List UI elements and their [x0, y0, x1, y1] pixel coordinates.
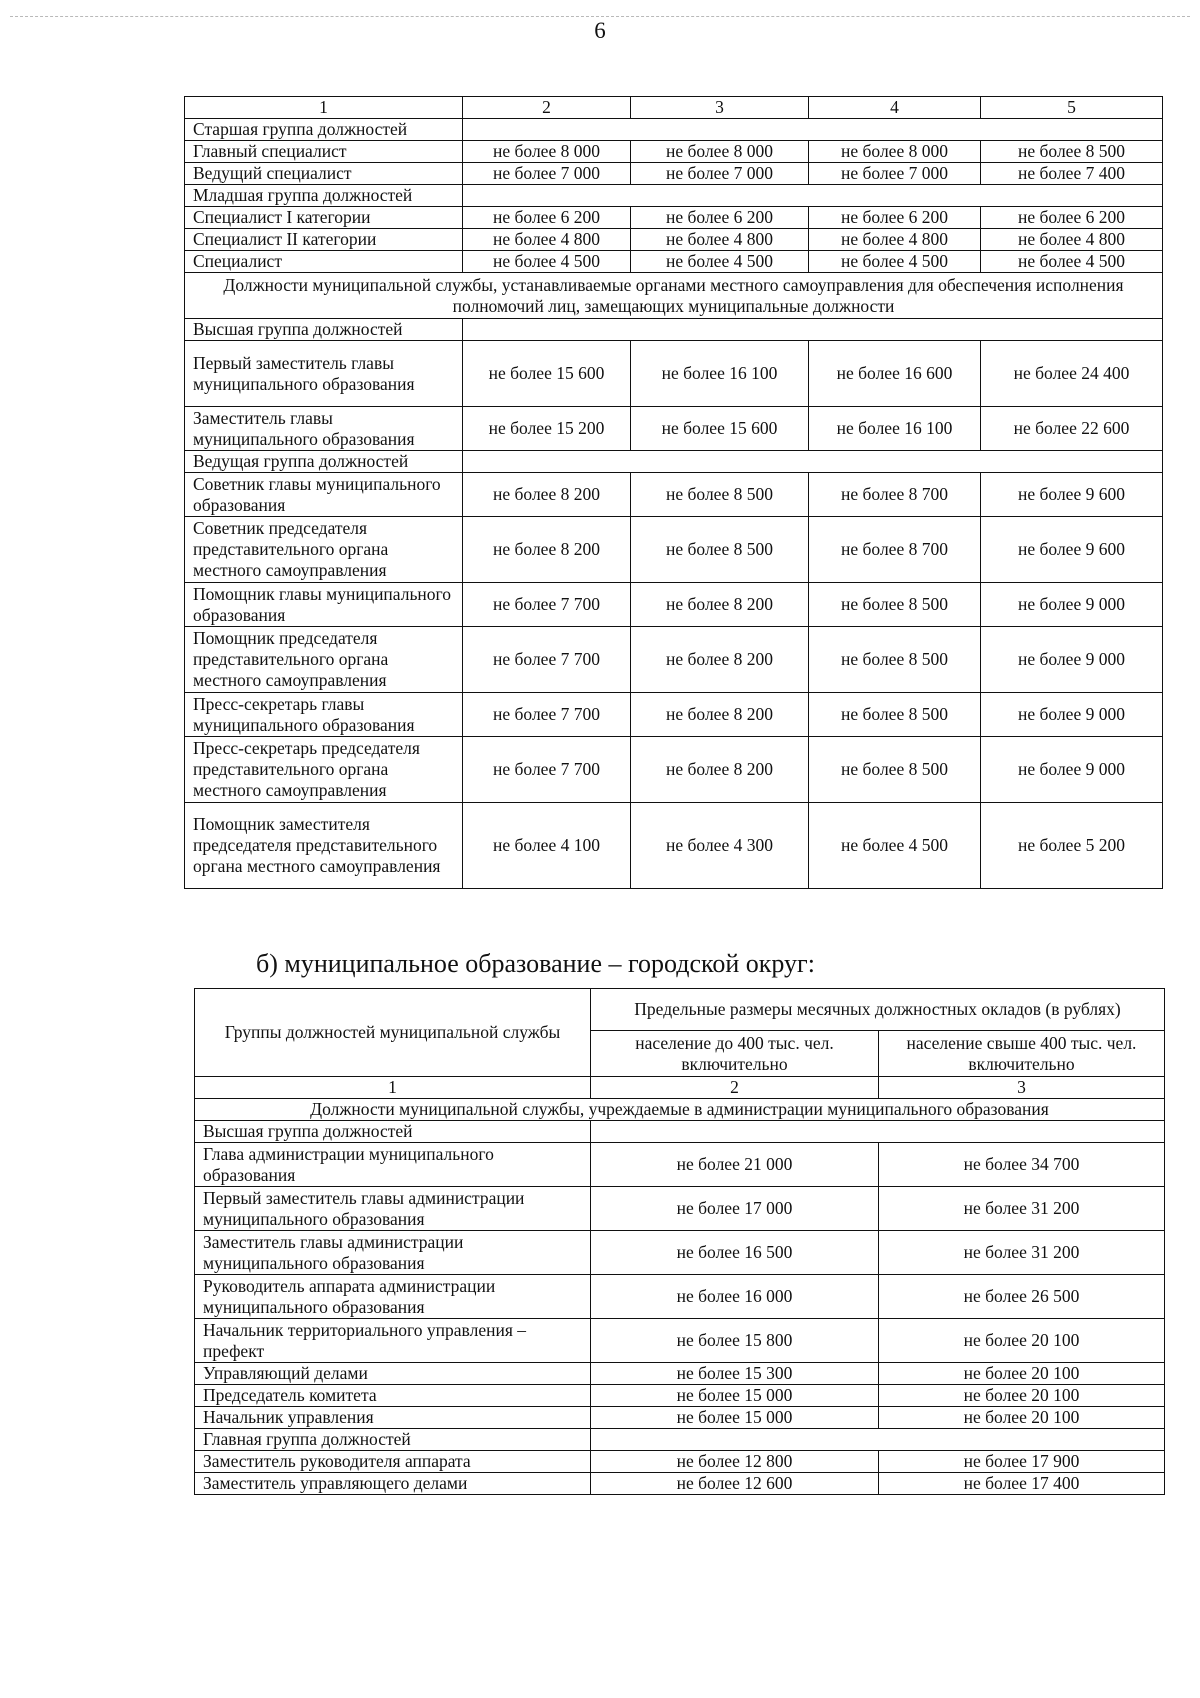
position-label: Руководитель аппарата администрации муниципального образования: [195, 1275, 591, 1319]
salary-cell: не более 7 400: [981, 163, 1163, 185]
salary-cell: не более 9 000: [981, 693, 1163, 737]
salary-cell: не более 9 000: [981, 627, 1163, 693]
group-row: [185, 119, 1163, 141]
empty-cell: [463, 119, 1163, 141]
salary-cell: не более 8 700: [809, 473, 981, 517]
salary-cell: не более 4 500: [809, 251, 981, 273]
salary-cell: не более 7 700: [463, 627, 631, 693]
table-row: [185, 251, 1163, 273]
salary-cell: не более 8 500: [631, 517, 809, 583]
position-label: Председатель комитета: [195, 1385, 591, 1407]
table-row: [195, 1275, 1165, 1319]
salary-cell: не более 9 000: [981, 583, 1163, 627]
salary-cell: не более 5 200: [981, 803, 1163, 889]
salary-cell: не более 20 100: [879, 1363, 1165, 1385]
salary-cell: не более 34 700: [879, 1143, 1165, 1187]
section-heading: Должности муниципальной службы, учреждаемые в администрации муниципального образования: [195, 1099, 1165, 1121]
position-label: Заместитель управляющего делами: [195, 1473, 591, 1495]
salary-cell: не более 8 500: [631, 473, 809, 517]
position-label: Пресс-секретарь главы муниципального образования: [185, 693, 463, 737]
salary-cell: не более 6 200: [463, 207, 631, 229]
column-number-row: [195, 1077, 1165, 1099]
position-label: Пресс-секретарь председателя представительного органа местного самоуправления: [185, 737, 463, 803]
salary-cell: не более 31 200: [879, 1187, 1165, 1231]
position-label: Ведущий специалист: [185, 163, 463, 185]
salary-cell: не более 8 000: [809, 141, 981, 163]
position-label: Заместитель главы администрации муниципального образования: [195, 1231, 591, 1275]
salary-cell: не более 7 000: [809, 163, 981, 185]
salary-cell: не более 15 600: [631, 407, 809, 451]
salary-table-b-body: [195, 989, 1165, 1495]
salary-cell: не более 21 000: [591, 1143, 879, 1187]
salary-cell: не более 4 300: [631, 803, 809, 889]
section-row: [185, 273, 1163, 319]
position-label: Советник главы муниципального образования: [185, 473, 463, 517]
empty-cell: [591, 1429, 1165, 1451]
position-label: Начальник территориального управления – префект: [195, 1319, 591, 1363]
group-label: Старшая группа должностей: [185, 119, 463, 141]
salary-cell: не более 17 000: [591, 1187, 879, 1231]
position-label: Глава администрации муниципального образования: [195, 1143, 591, 1187]
salary-cell: не более 15 800: [591, 1319, 879, 1363]
salary-cell: не более 8 200: [631, 693, 809, 737]
salary-cell: не более 26 500: [879, 1275, 1165, 1319]
salary-cell: не более 15 300: [591, 1363, 879, 1385]
table-row: [185, 407, 1163, 451]
position-label: Специалист II категории: [185, 229, 463, 251]
table-row: [185, 737, 1163, 803]
empty-cell: [591, 1121, 1165, 1143]
salary-cell: не более 16 600: [809, 341, 981, 407]
column-number: 5: [981, 97, 1163, 119]
table-row: [185, 517, 1163, 583]
group-label: Ведущая группа должностей: [185, 451, 463, 473]
salary-cell: не более 4 500: [809, 803, 981, 889]
salary-cell: не более 15 000: [591, 1385, 879, 1407]
salary-cell: не более 4 800: [809, 229, 981, 251]
salary-cell: не более 6 200: [981, 207, 1163, 229]
position-label: Советник председателя представительного органа местного самоуправления: [185, 517, 463, 583]
column-number: 1: [195, 1077, 591, 1099]
position-label: Первый заместитель главы муниципального образования: [185, 341, 463, 407]
group-label: Высшая группа должностей: [195, 1121, 591, 1143]
position-label: Специалист I категории: [185, 207, 463, 229]
salary-table-b: [194, 988, 1165, 1495]
position-label: Заместитель главы муниципального образования: [185, 407, 463, 451]
position-label: Первый заместитель главы администрации муниципального образования: [195, 1187, 591, 1231]
header-salary-limits: Предельные размеры месячных должностных окладов (в рублях): [591, 989, 1165, 1031]
salary-cell: не более 12 600: [591, 1473, 879, 1495]
table-row: [195, 1319, 1165, 1363]
salary-table-a: [184, 96, 1163, 889]
salary-cell: не более 7 700: [463, 583, 631, 627]
table-row: [195, 1231, 1165, 1275]
position-label: Специалист: [185, 251, 463, 273]
table-row: [195, 1451, 1165, 1473]
salary-cell: не более 17 400: [879, 1473, 1165, 1495]
position-label: Главный специалист: [185, 141, 463, 163]
position-label: Начальник управления: [195, 1407, 591, 1429]
salary-cell: не более 8 200: [463, 473, 631, 517]
table-row: [185, 627, 1163, 693]
position-label: Помощник председателя представительного органа местного самоуправления: [185, 627, 463, 693]
salary-cell: не более 7 700: [463, 737, 631, 803]
column-number: 2: [463, 97, 631, 119]
group-row: [185, 451, 1163, 473]
salary-cell: не более 7 700: [463, 693, 631, 737]
salary-cell: не более 24 400: [981, 341, 1163, 407]
table-row: [195, 1473, 1165, 1495]
empty-cell: [463, 185, 1163, 207]
salary-cell: не более 7 000: [463, 163, 631, 185]
salary-cell: не более 4 500: [981, 251, 1163, 273]
group-label: Младшая группа должностей: [185, 185, 463, 207]
salary-cell: не более 4 800: [631, 229, 809, 251]
salary-cell: не более 8 700: [809, 517, 981, 583]
salary-cell: не более 12 800: [591, 1451, 879, 1473]
salary-cell: не более 31 200: [879, 1231, 1165, 1275]
salary-cell: не более 22 600: [981, 407, 1163, 451]
column-number: 4: [809, 97, 981, 119]
header-population-up-to-400k: население до 400 тыс. чел. включительно: [591, 1031, 879, 1077]
position-label: Управляющий делами: [195, 1363, 591, 1385]
page-number: 6: [594, 18, 606, 43]
salary-cell: не более 15 600: [463, 341, 631, 407]
table-row: [185, 141, 1163, 163]
salary-cell: не более 8 500: [809, 737, 981, 803]
table-row: [185, 473, 1163, 517]
salary-cell: не более 4 800: [981, 229, 1163, 251]
salary-cell: не более 9 600: [981, 473, 1163, 517]
group-row: [195, 1429, 1165, 1451]
position-label: Заместитель руководителя аппарата: [195, 1451, 591, 1473]
salary-cell: не более 8 500: [809, 583, 981, 627]
table-header-row: [195, 989, 1165, 1031]
table-row: [185, 163, 1163, 185]
table-row: [185, 583, 1163, 627]
salary-cell: не более 8 200: [463, 517, 631, 583]
salary-cell: не более 20 100: [879, 1407, 1165, 1429]
group-row: [185, 185, 1163, 207]
salary-cell: не более 8 200: [631, 583, 809, 627]
table-row: [185, 207, 1163, 229]
section-heading: Должности муниципальной службы, устанавливаемые органами местного самоуправления для обеспечения исполнения полномочий лиц, замещающих муниципальные должности: [185, 273, 1163, 319]
table-row: [195, 1363, 1165, 1385]
salary-cell: не более 15 200: [463, 407, 631, 451]
table-row: [185, 229, 1163, 251]
table-row: [195, 1407, 1165, 1429]
empty-cell: [463, 451, 1163, 473]
salary-cell: не более 16 100: [631, 341, 809, 407]
column-number: 2: [591, 1077, 879, 1099]
table-row: [185, 803, 1163, 889]
group-label: Высшая группа должностей: [185, 319, 463, 341]
table-row: [185, 693, 1163, 737]
salary-cell: не более 8 500: [809, 627, 981, 693]
salary-cell: не более 6 200: [809, 207, 981, 229]
salary-cell: не более 9 000: [981, 737, 1163, 803]
salary-cell: не более 8 000: [463, 141, 631, 163]
salary-cell: не более 15 000: [591, 1407, 879, 1429]
salary-cell: не более 20 100: [879, 1385, 1165, 1407]
scan-edge-line: [10, 16, 1190, 17]
column-number: 1: [185, 97, 463, 119]
table-row: [185, 341, 1163, 407]
group-label: Главная группа должностей: [195, 1429, 591, 1451]
table-header-row: [185, 97, 1163, 119]
group-row: [185, 319, 1163, 341]
empty-cell: [463, 319, 1163, 341]
salary-cell: не более 4 500: [631, 251, 809, 273]
salary-cell: не более 4 500: [463, 251, 631, 273]
salary-cell: не более 4 800: [463, 229, 631, 251]
salary-cell: не более 4 100: [463, 803, 631, 889]
salary-cell: не более 20 100: [879, 1319, 1165, 1363]
header-position-groups: Группы должностей муниципальной службы: [195, 989, 591, 1077]
salary-cell: не более 16 000: [591, 1275, 879, 1319]
position-label: Помощник главы муниципального образования: [185, 583, 463, 627]
table-row: [195, 1187, 1165, 1231]
salary-cell: не более 6 200: [631, 207, 809, 229]
column-number: 3: [631, 97, 809, 119]
salary-cell: не более 9 600: [981, 517, 1163, 583]
header-population-over-400k: население свыше 400 тыс. чел. включительно: [879, 1031, 1165, 1077]
salary-cell: не более 8 500: [809, 693, 981, 737]
section-row: [195, 1099, 1165, 1121]
section-b-title: б) муниципальное образование – городской округ:: [256, 949, 815, 978]
salary-cell: не более 16 100: [809, 407, 981, 451]
salary-cell: не более 7 000: [631, 163, 809, 185]
salary-cell: не более 8 000: [631, 141, 809, 163]
table-row: [195, 1385, 1165, 1407]
column-number: 3: [879, 1077, 1165, 1099]
group-row: [195, 1121, 1165, 1143]
salary-cell: не более 8 200: [631, 627, 809, 693]
position-label: Помощник заместителя председателя представительного органа местного самоуправления: [185, 803, 463, 889]
salary-table-a-body: [185, 97, 1163, 889]
salary-cell: не более 16 500: [591, 1231, 879, 1275]
salary-cell: не более 8 500: [981, 141, 1163, 163]
salary-cell: не более 17 900: [879, 1451, 1165, 1473]
salary-cell: не более 8 200: [631, 737, 809, 803]
table-row: [195, 1143, 1165, 1187]
